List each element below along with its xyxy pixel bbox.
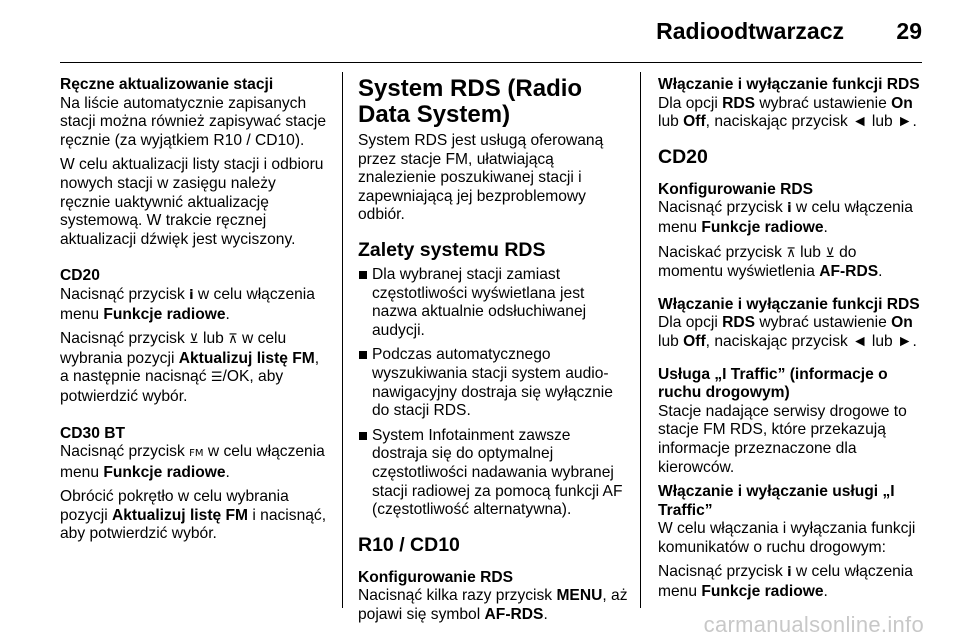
subsection-heading-configure-rds: Konfigurowanie RDS	[358, 568, 514, 586]
column-divider-2	[640, 72, 641, 608]
watermark: carmanualsonline.info	[703, 612, 924, 637]
paragraph: Nacisnąć przycisk i w celu włączenia menu Funkcje radiowe.	[60, 285, 315, 323]
section-heading-r10-cd10: R10 / CD10	[358, 533, 460, 556]
arrow-down-icon: ⊻	[825, 245, 835, 261]
subsection-heading-configure-rds: Konfigurowanie RDS	[658, 180, 814, 198]
menu-icon: ☰	[210, 370, 223, 386]
section-heading-rds-advantages: Zalety systemu RDS	[358, 238, 546, 261]
column-1	[60, 76, 330, 550]
paragraph: Obrócić pokrętło w celu wybrania pozycji Aktualizuj listę FM i nacisnąć, aby potwierdzić wybór.	[60, 488, 327, 543]
arrow-up-icon: ⊼	[228, 332, 238, 348]
list-item: Podczas automatycznego wyszukiwania stacji system audio-nawigacyjny dostraja się wyłącznie do stacji RDS.	[358, 346, 628, 420]
column-3	[658, 76, 922, 608]
paragraph: Nacisnąć przycisk i w celu włączenia menu Funkcje radiowe.	[658, 563, 913, 601]
subsection-heading-traffic: Usługa „I Traffic” (informacje o ruchu drogowym)	[658, 365, 888, 402]
paragraph: Nacisnąć przycisk FM w celu włączenia menu Funkcje radiowe.	[60, 443, 325, 481]
page-title: Radioodtwarzacz	[656, 18, 844, 44]
column-divider-1	[342, 72, 343, 608]
paragraph: Stacje nadające serwisy drogowe to stacje FM RDS, które przekazują informacje przeznaczone dla kierowców.	[658, 402, 907, 476]
section-heading-cd30: CD30 BT	[60, 424, 125, 442]
info-icon: i	[787, 201, 792, 217]
paragraph: W celu włączania i wyłączania funkcji komunikatów o ruchu drogowym:	[658, 520, 916, 556]
paragraph: Nacisnąć kilka razy przycisk MENU, aż pojawi się symbol AF-RDS.	[358, 587, 628, 623]
column-2	[358, 76, 628, 630]
list-item: Dla wybranej stacji zamiast częstotliwości wyświetlana jest nazwa aktualnie odsłuchiwanej audycji.	[358, 266, 628, 340]
arrow-down-icon: ⊻	[189, 332, 199, 348]
bullet-list	[358, 266, 628, 520]
info-icon: i	[787, 565, 792, 581]
paragraph: Dla opcji RDS wybrać ustawienie On lub Off, naciskając przycisk ◄ lub ►.	[658, 314, 917, 350]
section-heading-manual-update: Ręczne aktualizowanie stacji	[60, 76, 274, 93]
section-heading-cd20: CD20	[60, 267, 100, 285]
subsection-heading-rds-onoff: Włączanie i wyłączanie funkcji RDS	[658, 295, 920, 313]
section-heading-cd20: CD20	[658, 145, 708, 168]
paragraph: Nacisnąć przycisk i w celu włączenia menu Funkcje radiowe.	[658, 199, 913, 236]
subsection-heading-traffic-onoff: Włączanie i wyłączanie usługi „I Traffic”	[658, 483, 895, 519]
arrow-up-icon: ⊼	[786, 245, 796, 261]
paragraph: Dla opcji RDS wybrać ustawienie On lub Off, naciskając przycisk ◄ lub ►.	[658, 94, 917, 131]
page-header	[60, 0, 922, 63]
fm-icon: FM	[189, 448, 204, 460]
paragraph: W celu aktualizacji listy stacji i odbioru nowych stacji w zasięgu należy ręcznie uaktywnić aktualizację systemową. W trakcie ręcznej aktualizacji dźwięk jest wyciszony.	[60, 156, 324, 248]
paragraph: Na liście automatycznie zapisanych stacji można również zapisywać stacje ręcznie (za wyjątkiem R10 / CD10).	[60, 94, 327, 149]
info-icon: i	[189, 287, 194, 303]
page-number: 29	[896, 18, 922, 44]
paragraph: Naciskać przycisk ⊼ lub ⊻ do momentu wyświetlenia AF-RDS.	[658, 243, 883, 281]
subsection-heading-rds-onoff: Włączanie i wyłączanie funkcji RDS	[658, 76, 920, 93]
list-item: System Infotainment zawsze dostraja się do optymalnej częstotliwości nadawania wybranej stacji radiowej za pomocą funkcji AF (częstotliwość alternatywna).	[358, 427, 628, 520]
section-heading-rds: System RDS (Radio Data System)	[358, 75, 583, 128]
paragraph: Nacisnąć przycisk ⊻ lub ⊼ w celu wybrania pozycji Aktualizuj listę FM, a następnie nacisnąć ☰/OK, aby potwierdzić wybór.	[60, 330, 320, 405]
paragraph: System RDS jest usługą oferowaną przez stacje FM, ułatwiającą znalezienie poszukiwanej stacji i zapewniającą jej bezproblemowy odbiór.	[358, 132, 604, 224]
